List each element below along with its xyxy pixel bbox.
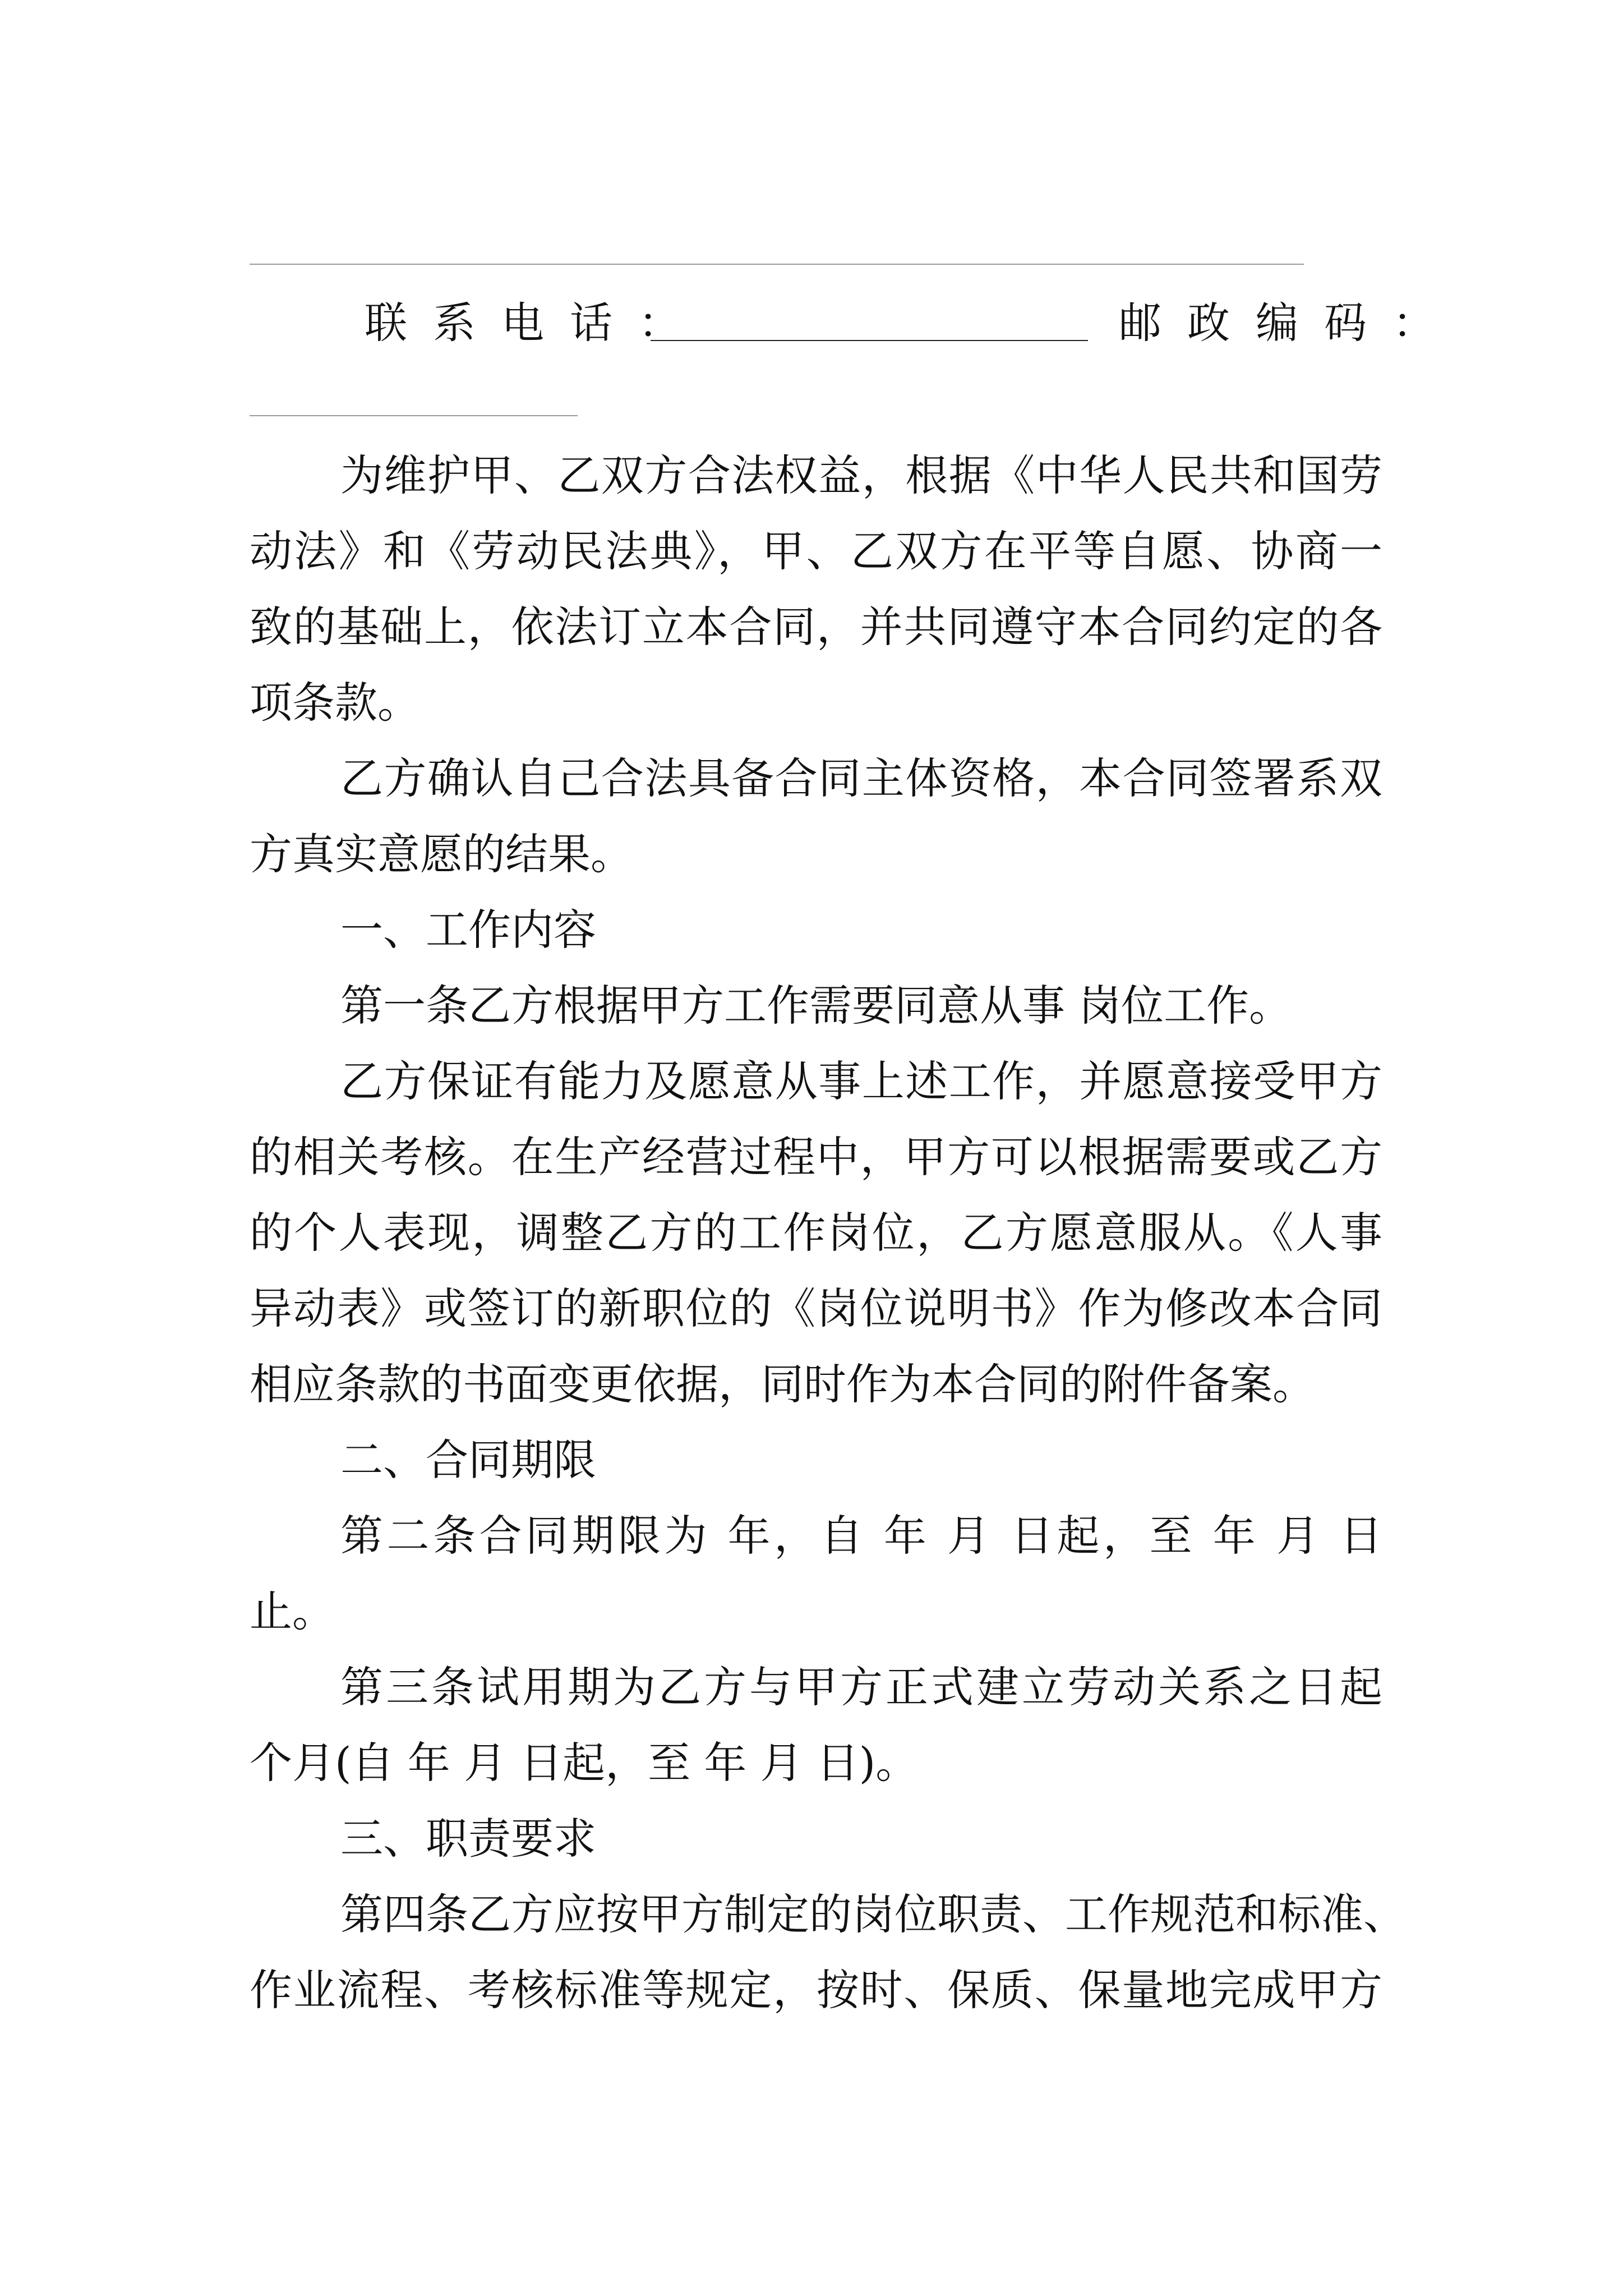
paragraph-line: 为维护甲、乙双方合法权益，根据《中华人民共和国劳	[340, 450, 1382, 500]
phone-blank	[651, 340, 1088, 341]
paragraph-line: 动法》和《劳动民法典》，甲、乙双方在平等自愿、协商一	[250, 526, 1382, 576]
top-underline	[250, 264, 1304, 265]
paragraph-line: 止。	[250, 1586, 335, 1636]
paragraph-line: 乙方保证有能力及愿意从事上述工作，并愿意接受甲方	[340, 1056, 1382, 1106]
paragraph-line: 的相关考核。在生产经营过程中，甲方可以根据需要或乙方	[250, 1132, 1382, 1182]
paragraph-line: 作业流程、考核标准等规定，按时、保质、保量地完成甲方	[250, 1965, 1382, 2015]
article-line: 第四条乙方应按甲方制定的岗位职责、工作规范和标准、	[340, 1889, 1406, 1939]
paragraph-line: 致的基础上，依法订立本合同，并共同遵守本合同约定的各	[250, 602, 1382, 652]
paragraph-line: 个月(自 年 月 日起，至 年 月 日)。	[250, 1738, 919, 1788]
article-line: 第三条试用期为乙方与甲方正式建立劳动关系之日起	[340, 1662, 1382, 1712]
paragraph-line: 异动表》或签订的新职位的《岗位说明书》作为修改本合同	[250, 1283, 1382, 1333]
paragraph-line: 相应条款的书面变更依据，同时作为本合同的附件备案。	[250, 1359, 1315, 1409]
article-line: 第二条合同期限为 年，自 年 月 日起，至 年 月 日	[340, 1511, 1382, 1561]
paragraph-line: 乙方确认自己合法具备合同主体资格，本合同签署系双	[340, 753, 1382, 803]
paragraph-line: 的个人表现，调整乙方的工作岗位，乙方愿意服从。《人事	[250, 1208, 1382, 1258]
phone-label: 联系电话：	[365, 298, 707, 348]
paragraph-line: 方真实意愿的结果。	[250, 829, 633, 879]
article-line: 第一条乙方根据甲方工作需要同意从事 岗位工作。	[340, 981, 1292, 1030]
section-heading: 三、职责要求	[340, 1814, 596, 1864]
section-heading: 二、合同期限	[340, 1435, 596, 1485]
section-heading: 一、工作内容	[340, 905, 596, 955]
paragraph-line: 项条款。	[250, 678, 420, 728]
postal-blank	[250, 415, 578, 416]
postal-label: 邮政编码：	[1119, 298, 1461, 348]
